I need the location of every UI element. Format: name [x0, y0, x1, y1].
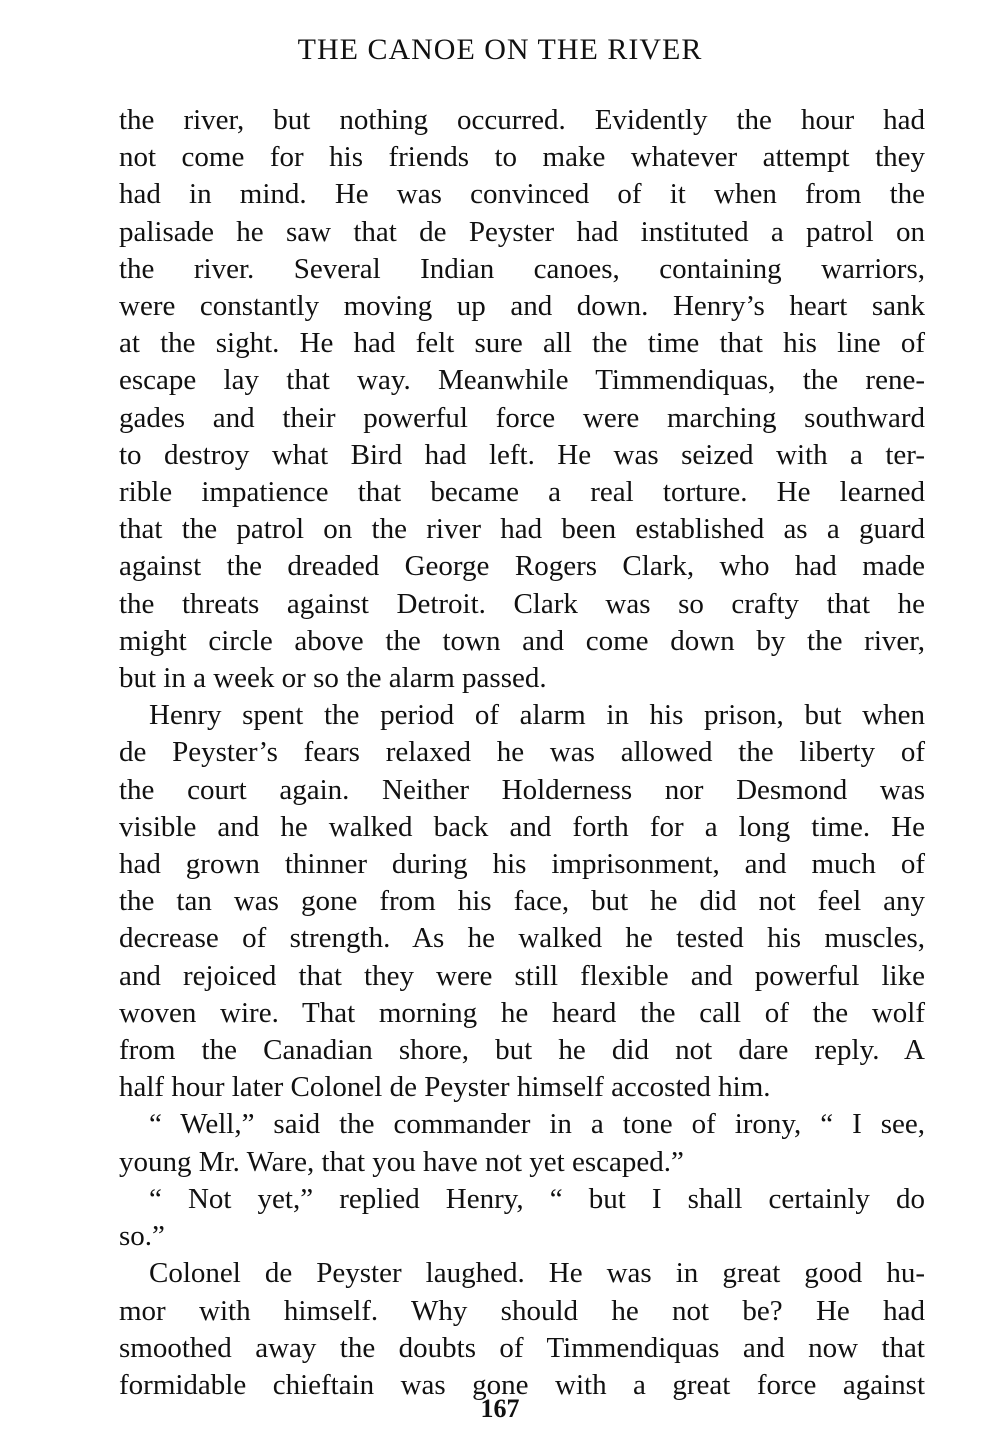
text-line: Colonel de Peyster laughed. He was in great good hu-	[149, 1257, 925, 1290]
text-line: mor with himself. Why should he not be? He had	[119, 1294, 925, 1327]
text-line: young Mr. Ware, that you have not yet escaped.”	[119, 1145, 684, 1178]
text-line: half hour later Colonel de Peyster himself accosted him.	[119, 1071, 771, 1104]
text-line: formidable chieftain was gone with a great force against	[119, 1368, 925, 1401]
text-line: had grown thinner during his imprisonment, and much of	[119, 848, 925, 881]
text-line: the river. Several Indian canoes, containing warriors,	[119, 252, 925, 285]
text-line: palisade he saw that de Peyster had instituted a patrol on	[119, 215, 925, 248]
text-line: had in mind. He was convinced of it when from the	[119, 178, 925, 211]
text-line: the river, but nothing occurred. Evidently the hour had	[119, 104, 925, 136]
text-line: and rejoiced that they were still flexible and powerful like	[119, 959, 925, 992]
text-line: visible and he walked back and forth for a long time. He	[119, 810, 925, 843]
text-line: were constantly moving up and down. Henry’s heart sank	[119, 290, 925, 323]
text-line: the tan was gone from his face, but he did not feel any	[119, 885, 925, 918]
text-line: the court again. Neither Holderness nor Desmond was	[119, 773, 925, 806]
body-text	[119, 102, 925, 1404]
paragraph	[119, 1255, 925, 1404]
text-line: decrease of strength. As he walked he tested his muscles,	[119, 922, 925, 955]
paragraph	[119, 697, 925, 1106]
paragraph	[119, 102, 925, 697]
text-line: at the sight. He had felt sure all the time that his line of	[119, 327, 925, 360]
running-head: THE CANOE ON THE RIVER	[297, 33, 703, 66]
text-line: de Peyster’s fears relaxed he was allowed the liberty of	[119, 736, 925, 769]
text-line: “ Well,” said the commander in a tone of irony, “ I see,	[149, 1108, 925, 1141]
text-line: might circle above the town and come down by the river,	[119, 624, 925, 657]
text-line: “ Not yet,” replied Henry, “ but I shall certainly do	[149, 1182, 925, 1215]
text-line: but in a week or so the alarm passed.	[119, 662, 547, 695]
text-line: woven wire. That morning he heard the call of the wolf	[119, 996, 925, 1029]
text-line: from the Canadian shore, but he did not dare reply. A	[119, 1034, 925, 1067]
text-line: escape lay that way. Meanwhile Timmendiquas, the rene-	[119, 364, 925, 397]
text-line: not come for his friends to make whatever attempt they	[119, 141, 925, 174]
text-line: the threats against Detroit. Clark was so crafty that he	[119, 587, 925, 620]
text-line: gades and their powerful force were marching southward	[119, 401, 925, 434]
text-line: rible impatience that became a real torture. He learned	[119, 476, 925, 509]
text-line: to destroy what Bird had left. He was seized with a ter-	[119, 438, 925, 471]
paragraph	[119, 1106, 925, 1180]
text-line: so.”	[119, 1220, 165, 1253]
paragraph	[119, 1181, 925, 1255]
page-number: 167	[480, 1394, 520, 1423]
text-line: against the dreaded George Rogers Clark, who had made	[119, 550, 925, 583]
text-line: smoothed away the doubts of Timmendiquas and now that	[119, 1331, 925, 1364]
text-line: that the patrol on the river had been established as a guard	[119, 513, 925, 546]
text-line: Henry spent the period of alarm in his prison, but when	[149, 699, 925, 732]
